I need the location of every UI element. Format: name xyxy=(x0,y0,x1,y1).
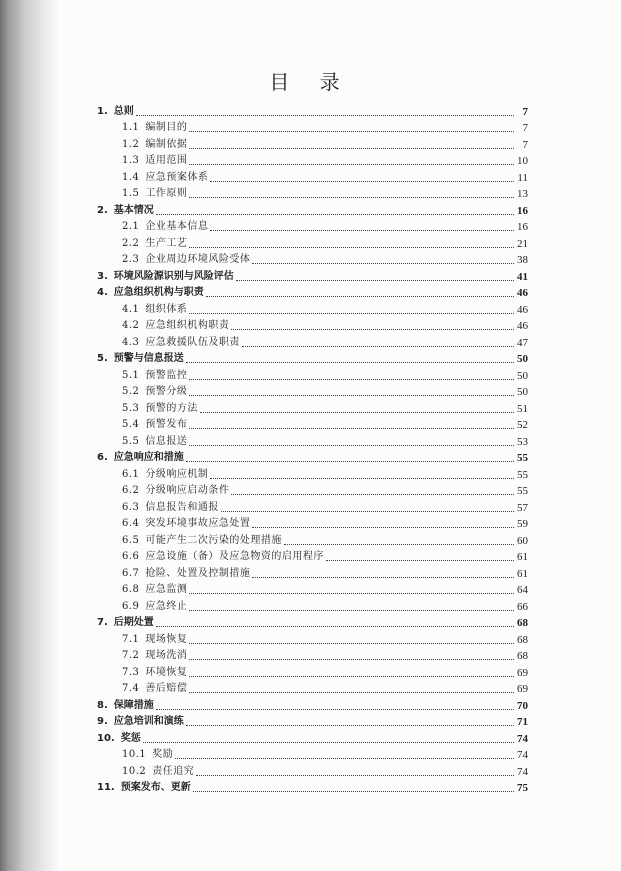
toc-entry-label xyxy=(97,682,187,696)
toc-chapter-entry[interactable] xyxy=(97,201,528,218)
toc-section-entry[interactable] xyxy=(97,399,528,416)
toc-section-entry[interactable] xyxy=(97,317,528,334)
toc-dot-leader xyxy=(156,214,514,215)
toc-entry-label xyxy=(97,352,184,366)
toc-entry-number: 6.2 xyxy=(122,485,140,496)
toc-page-number: 10 xyxy=(517,155,528,167)
toc-entry-label xyxy=(97,369,187,383)
toc-dot-leader xyxy=(252,577,514,578)
toc-entry-title: 环境恢复 xyxy=(145,666,188,678)
toc-entry-title: 现场洗消 xyxy=(145,650,188,661)
toc-entry-title: 编制依据 xyxy=(145,138,188,150)
toc-entry-number: 5.1 xyxy=(122,369,140,381)
toc-entry-title: 企业周边环境风险受体 xyxy=(145,254,251,265)
toc-page-number: 7 xyxy=(522,138,528,151)
toc-entry-title: 应急设施（备）及应急物资的启用程序 xyxy=(145,551,324,562)
toc-dot-leader xyxy=(156,626,514,627)
toc-dot-leader xyxy=(284,544,514,545)
toc-section-entry[interactable] xyxy=(97,135,528,152)
toc-entry-title: 责任追究 xyxy=(152,765,195,777)
toc-section-entry[interactable] xyxy=(97,548,528,565)
toc-section-entry[interactable] xyxy=(97,762,528,779)
toc-entry-number: 7.1 xyxy=(122,633,140,645)
toc-entry-number: 4.2 xyxy=(122,320,140,331)
toc-entry-number: 5. xyxy=(97,353,108,364)
toc-section-entry[interactable] xyxy=(97,746,528,763)
toc-section-entry[interactable] xyxy=(97,234,528,251)
toc-entry-number: 4. xyxy=(97,287,108,298)
toc-dot-leader xyxy=(189,445,514,446)
toc-chapter-entry[interactable] xyxy=(97,102,528,119)
toc-dot-leader xyxy=(231,494,514,495)
toc-entry-number: 1. xyxy=(97,105,108,117)
toc-dot-leader xyxy=(156,709,514,710)
toc-entry-number: 10.2 xyxy=(122,765,147,777)
toc-entry-number: 7. xyxy=(97,617,108,628)
toc-entry-number: 11. xyxy=(97,782,115,793)
toc-dot-leader xyxy=(186,362,514,363)
toc-page-number: 16 xyxy=(517,221,528,233)
toc-entry-number: 1.5 xyxy=(122,188,140,199)
toc-entry-label xyxy=(97,303,187,317)
toc-section-entry[interactable] xyxy=(97,581,528,598)
toc-chapter-entry[interactable] xyxy=(97,350,528,367)
toc-section-entry[interactable] xyxy=(97,680,528,697)
toc-dot-leader xyxy=(189,164,514,165)
toc-dot-leader xyxy=(189,659,514,660)
toc-entry-title: 生产工艺 xyxy=(145,237,188,249)
toc-entry-label xyxy=(97,451,184,465)
toc-entry-number: 10.1 xyxy=(122,749,147,760)
toc-dot-leader xyxy=(252,263,514,264)
toc-entry-number: 8. xyxy=(97,699,108,711)
toc-section-entry[interactable] xyxy=(97,185,528,202)
toc-entry-title: 工作原则 xyxy=(145,188,188,199)
toc-entry-label xyxy=(97,666,187,680)
toc-dot-leader xyxy=(193,791,514,792)
toc-entry-number: 6.7 xyxy=(122,567,140,579)
toc-section-entry[interactable] xyxy=(97,564,528,581)
toc-entry-label xyxy=(97,649,187,663)
toc-dot-leader xyxy=(210,230,514,231)
toc-page-number: 59 xyxy=(517,518,528,530)
toc-section-entry[interactable] xyxy=(97,416,528,433)
toc-entry-number: 6.4 xyxy=(122,518,140,529)
toc-entry-title: 应急组织机构职责 xyxy=(145,320,230,331)
toc-entry-title: 后期处置 xyxy=(113,617,154,628)
toc-dot-leader xyxy=(206,296,514,297)
toc-entry-label xyxy=(97,765,194,779)
toc-entry-label xyxy=(97,732,141,746)
toc-entry-number: 6.6 xyxy=(122,551,140,562)
toc-section-entry[interactable] xyxy=(97,515,528,532)
toc-dot-leader xyxy=(186,725,514,726)
toc-entry-label xyxy=(97,220,208,234)
toc-page-number: 47 xyxy=(517,336,528,349)
toc-dot-leader xyxy=(231,329,514,330)
toc-page-number: 21 xyxy=(517,237,528,250)
toc-entry-label xyxy=(97,138,187,152)
toc-section-entry[interactable] xyxy=(97,333,528,350)
toc-dot-leader xyxy=(236,280,514,281)
toc-dot-leader xyxy=(242,346,514,347)
toc-chapter-entry[interactable] xyxy=(97,614,528,631)
toc-entry-title: 预警监控 xyxy=(145,369,188,381)
toc-page-number: 11 xyxy=(517,171,528,184)
toc-page-number: 66 xyxy=(517,600,528,613)
toc-entry-label xyxy=(97,633,187,647)
toc-dot-leader xyxy=(189,428,514,429)
toc-page-number: 46 xyxy=(517,287,528,299)
toc-page-number: 57 xyxy=(517,501,528,514)
toc-entry-title: 信息报送 xyxy=(145,435,188,447)
toc-entry-label xyxy=(97,583,187,597)
toc-entry-number: 7.4 xyxy=(122,683,140,694)
toc-dot-leader xyxy=(186,461,514,462)
toc-entry-title: 应急监测 xyxy=(145,584,188,595)
toc-entry-label xyxy=(97,286,204,300)
toc-chapter-entry[interactable] xyxy=(97,696,528,713)
toc-entry-title: 组织体系 xyxy=(145,303,188,315)
toc-entry-title: 应急终止 xyxy=(145,600,188,612)
toc-entry-title: 奖惩 xyxy=(120,732,141,744)
toc-entry-label xyxy=(97,270,234,284)
toc-dot-leader xyxy=(189,692,514,693)
toc-entry-label xyxy=(97,534,282,548)
page-title: 目 录 xyxy=(269,70,352,94)
toc-entry-label xyxy=(97,715,184,729)
toc-page-number: 68 xyxy=(517,617,528,629)
toc-entry-title: 预案发布、更新 xyxy=(120,782,191,793)
toc-entry-label xyxy=(97,501,219,515)
toc-dot-leader xyxy=(189,593,514,594)
toc-page-number: 7 xyxy=(522,105,528,118)
toc-dot-leader xyxy=(200,412,514,413)
toc-entry-number: 5.5 xyxy=(122,435,140,447)
toc-page-number: 7 xyxy=(522,122,528,134)
toc-entry-label xyxy=(97,253,250,267)
toc-section-entry[interactable] xyxy=(97,663,528,680)
toc-entry-number: 5.3 xyxy=(122,402,140,414)
toc-page-number: 46 xyxy=(517,320,528,332)
toc-page-number: 50 xyxy=(517,369,528,382)
toc-chapter-entry[interactable] xyxy=(97,449,528,466)
toc-entry-title: 抢险、处置及控制措施 xyxy=(145,567,251,579)
toc-entry-title: 适用范围 xyxy=(145,155,188,166)
toc-entry-number: 6.1 xyxy=(122,468,140,480)
toc-entry-number: 7.3 xyxy=(122,666,140,678)
toc-entry-title: 应急培训和演练 xyxy=(113,716,184,727)
toc-chapter-entry[interactable] xyxy=(97,713,528,730)
toc-entry-label xyxy=(97,435,187,449)
toc-dot-leader xyxy=(189,313,514,314)
toc-entry-title: 预警分级 xyxy=(145,386,188,397)
toc-page-number: 50 xyxy=(517,386,528,398)
toc-page-number: 52 xyxy=(517,419,528,431)
toc-dot-leader xyxy=(221,511,514,512)
toc-chapter-entry[interactable] xyxy=(97,729,528,746)
toc-entry-number: 2.3 xyxy=(122,254,140,265)
toc-page-number: 51 xyxy=(517,402,528,415)
toc-dot-leader xyxy=(143,742,514,743)
toc-entry-title: 突发环境事故应急处置 xyxy=(145,518,251,529)
toc-entry-title: 奖励 xyxy=(152,749,174,760)
toc-dot-leader xyxy=(210,181,514,182)
toc-page-number: 55 xyxy=(517,468,528,481)
toc-section-entry[interactable] xyxy=(97,251,528,268)
toc-entry-title: 应急响应和措施 xyxy=(113,452,184,463)
toc-dot-leader xyxy=(252,527,514,528)
toc-page-number: 70 xyxy=(517,699,528,712)
toc-entry-number: 4.3 xyxy=(122,336,140,348)
toc-entry-title: 善后赔偿 xyxy=(145,683,188,694)
toc-entry-label xyxy=(97,237,187,251)
toc-entry-title: 基本情况 xyxy=(113,204,154,216)
toc-entry-label xyxy=(97,517,250,531)
toc-entry-number: 9. xyxy=(97,716,108,727)
toc-entry-title: 保障措施 xyxy=(113,699,154,711)
toc-dot-leader xyxy=(175,758,514,759)
toc-entry-label xyxy=(97,567,250,581)
toc-section-entry[interactable] xyxy=(97,119,528,136)
toc-entry-label xyxy=(97,600,187,614)
toc-page-number: 61 xyxy=(517,551,528,563)
toc-entry-title: 可能产生二次污染的处理措施 xyxy=(145,534,282,546)
toc-page-number: 68 xyxy=(517,650,528,662)
toc-entry-title: 预警的方法 xyxy=(145,402,198,414)
toc-page-number: 61 xyxy=(517,567,528,580)
toc-entry-number: 7.2 xyxy=(122,650,140,661)
toc-entry-number: 5.2 xyxy=(122,386,140,397)
toc-entry-title: 编制目的 xyxy=(145,122,188,133)
toc-entry-label xyxy=(97,336,240,350)
toc-section-entry[interactable] xyxy=(97,630,528,647)
toc-section-entry[interactable] xyxy=(97,152,528,169)
toc-section-entry[interactable] xyxy=(97,300,528,317)
toc-page-number: 74 xyxy=(517,749,528,761)
toc-entry-label xyxy=(97,105,134,119)
toc-entry-label xyxy=(97,319,229,333)
toc-section-entry[interactable] xyxy=(97,597,528,614)
toc-section-entry[interactable] xyxy=(97,218,528,235)
toc-page-number: 69 xyxy=(517,683,528,695)
toc-entry-number: 1.2 xyxy=(122,138,140,150)
toc-dot-leader xyxy=(189,197,514,198)
toc-entry-number: 4.1 xyxy=(122,303,140,315)
toc-entry-label xyxy=(97,748,173,762)
toc-entry-number: 6.5 xyxy=(122,534,140,546)
toc-chapter-entry[interactable] xyxy=(97,779,528,796)
toc-page-number: 74 xyxy=(517,765,528,778)
toc-entry-title: 应急组织机构与职责 xyxy=(113,287,204,298)
toc-entry-number: 2.2 xyxy=(122,237,140,249)
toc-dot-leader xyxy=(136,115,514,116)
toc-entry-label xyxy=(97,468,208,482)
toc-entry-title: 预警与信息报送 xyxy=(113,353,184,364)
toc-page-number: 46 xyxy=(517,303,528,316)
toc-page-number: 74 xyxy=(517,732,528,745)
toc-entry-title: 总则 xyxy=(113,105,134,117)
toc-entry-label xyxy=(97,781,191,795)
toc-page-number: 13 xyxy=(517,188,528,200)
toc-section-entry[interactable] xyxy=(97,647,528,664)
toc-entry-label xyxy=(97,171,208,185)
toc-page-number: 71 xyxy=(517,716,528,728)
toc-dot-leader xyxy=(189,148,514,149)
toc-entry-number: 6. xyxy=(97,452,108,463)
toc-dot-leader xyxy=(189,395,514,396)
toc-section-entry[interactable] xyxy=(97,432,528,449)
toc-entry-number: 2. xyxy=(97,204,108,216)
toc-entry-title: 信息报告和通报 xyxy=(145,501,219,513)
toc-entry-number: 2.1 xyxy=(122,221,140,232)
toc-entry-number: 6.9 xyxy=(122,600,140,612)
toc-entry-title: 应急预案体系 xyxy=(145,171,209,183)
toc-dot-leader xyxy=(326,560,514,561)
toc-entry-label xyxy=(97,121,187,135)
toc-entry-label xyxy=(97,204,154,218)
toc-entry-label xyxy=(97,187,187,201)
toc-entry-label xyxy=(97,154,187,168)
toc-dot-leader xyxy=(189,676,514,677)
toc-entry-label xyxy=(97,418,187,432)
toc-entry-title: 现场恢复 xyxy=(145,633,188,645)
toc-page-number: 55 xyxy=(517,452,528,464)
toc-section-entry[interactable] xyxy=(97,366,528,383)
toc-page-number: 60 xyxy=(517,534,528,547)
toc-section-entry[interactable] xyxy=(97,465,528,482)
toc-dot-leader xyxy=(189,247,514,248)
toc-entry-label xyxy=(97,402,198,416)
toc-section-entry[interactable] xyxy=(97,531,528,548)
toc-entry-title: 应急救援队伍及职责 xyxy=(145,336,240,348)
toc-entry-number: 6.3 xyxy=(122,501,140,513)
toc-page-number: 50 xyxy=(517,353,528,365)
toc-entry-number: 1.3 xyxy=(122,155,140,166)
toc-entry-label xyxy=(97,699,154,713)
toc-page-number: 53 xyxy=(517,435,528,448)
toc-entry-title: 企业基本信息 xyxy=(145,221,209,232)
toc-entry-label xyxy=(97,616,154,630)
toc-chapter-entry[interactable] xyxy=(97,267,528,284)
toc-entry-title: 环境风险源识别与风险评估 xyxy=(113,270,234,282)
toc-entry-number: 3. xyxy=(97,270,108,282)
toc-page-number: 64 xyxy=(517,584,528,596)
toc-section-entry[interactable] xyxy=(97,383,528,400)
toc-entry-number: 1.1 xyxy=(122,122,140,133)
toc-entry-label xyxy=(97,385,187,399)
toc-dot-leader xyxy=(189,131,514,132)
toc-section-entry[interactable] xyxy=(97,168,528,185)
toc-dot-leader xyxy=(196,775,514,776)
toc-entry-title: 预警发布 xyxy=(145,419,188,430)
toc-entry-number: 1.4 xyxy=(122,171,140,183)
toc-page-number: 16 xyxy=(517,204,528,217)
toc-section-entry[interactable] xyxy=(97,482,528,499)
toc-page-number: 68 xyxy=(517,633,528,646)
toc-section-entry[interactable] xyxy=(97,498,528,515)
toc-page-number: 55 xyxy=(517,485,528,497)
toc-page-number: 38 xyxy=(517,254,528,266)
toc-page-number: 69 xyxy=(517,666,528,679)
table-of-contents xyxy=(97,102,528,795)
toc-entry-label xyxy=(97,550,324,564)
page-binding-shadow xyxy=(0,0,62,871)
toc-entry-title: 分级响应启动条件 xyxy=(145,485,230,496)
toc-page-number: 75 xyxy=(517,782,528,794)
toc-entry-label xyxy=(97,484,229,498)
toc-dot-leader xyxy=(189,379,514,380)
toc-entry-number: 6.8 xyxy=(122,584,140,595)
toc-page-number: 41 xyxy=(517,270,528,283)
toc-dot-leader xyxy=(189,610,514,611)
toc-entry-title: 分级响应机制 xyxy=(145,468,209,480)
toc-dot-leader xyxy=(189,643,514,644)
toc-entry-number: 5.4 xyxy=(122,419,140,430)
toc-dot-leader xyxy=(210,478,514,479)
toc-entry-number: 10. xyxy=(97,732,115,744)
toc-chapter-entry[interactable] xyxy=(97,284,528,301)
